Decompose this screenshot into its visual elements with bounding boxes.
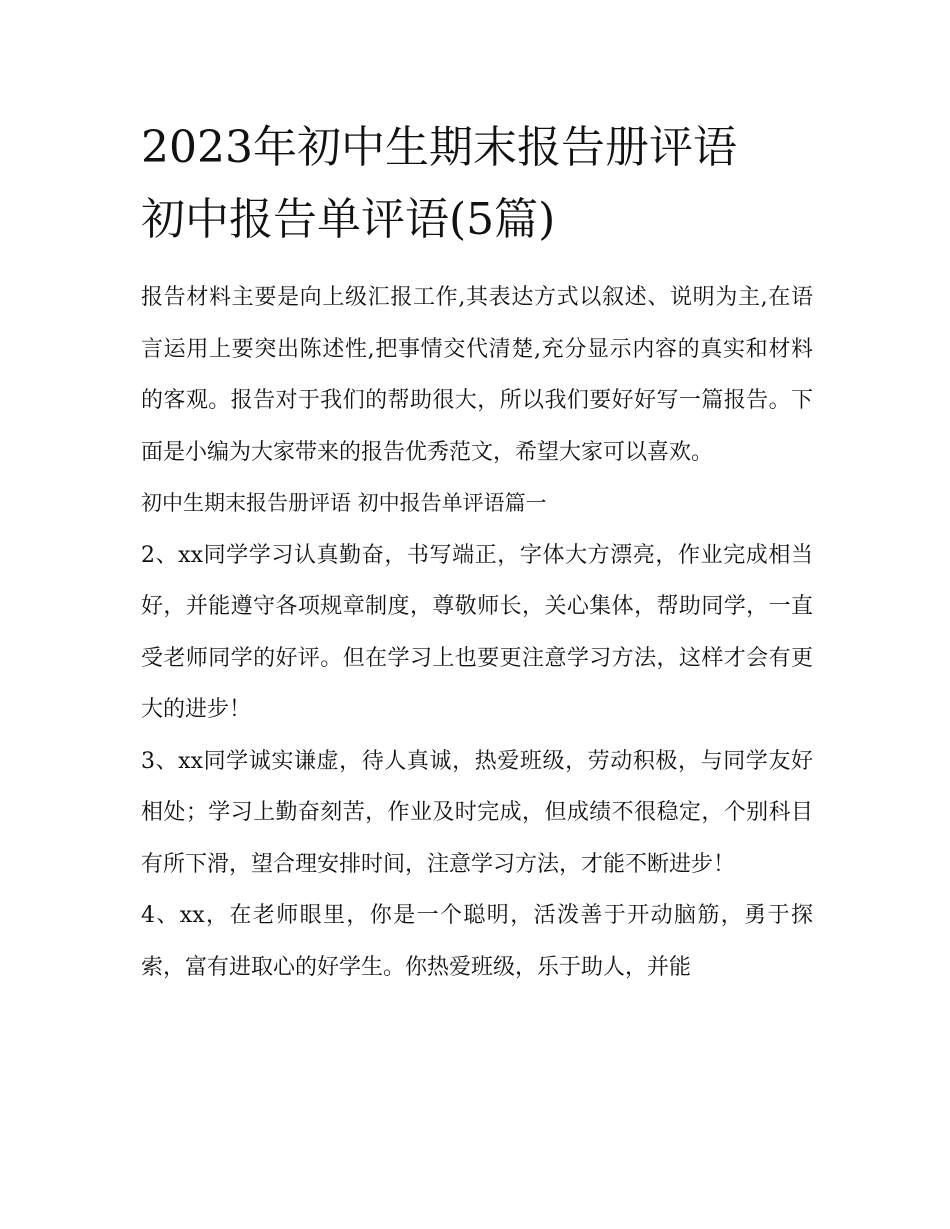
section-heading: 初中生期末报告册评语 初中报告单评语篇一 — [141, 491, 547, 515]
comment-paragraph-4: 4、xx，在老师眼里，你是一个聪明，活泼善于开动脑筋，勇于探索，富有进取心的好学生。你热爱班级，乐于助人，并能 — [141, 903, 813, 980]
comment-paragraph-3: 3、xx同学诚实谦虚，待人真诚，热爱班级，劳动积极，与同学友好相处；学习上勤奋刻苦，作业及时完成，但成绩不很稳定，个别科目有所下滑，望合理安排时间，注意学习方法，才能不断进步！ — [141, 748, 813, 877]
intro-paragraph: 报告材料主要是向上级汇报工作,其表达方式以叙述、说明为主,在语言运用上要突出陈述性,把事情交代清楚,充分显示内容的真实和材料的客观。报告对于我们的帮助很大，所以我们要好好写一篇报告。下面是小编为大家带来的报告优秀范文，希望大家可以喜欢。 — [141, 285, 813, 465]
comment-paragraph-2: 2、xx同学学习认真勤奋，书写端正，字体大方漂亮，作业完成相当好，并能遵守各项规章制度，尊敬师长，关心集体，帮助同学，一直受老师同学的好评。但在学习上也要更注意学习方法，这样才会有更大的进步！ — [141, 542, 813, 722]
title-line-2: 初中报告单评语(5篇) — [141, 194, 556, 245]
document-body — [141, 272, 813, 993]
document-title — [141, 112, 813, 256]
title-line-1: 2023年初中生期末报告册评语 — [141, 122, 737, 173]
document-content — [141, 112, 813, 993]
